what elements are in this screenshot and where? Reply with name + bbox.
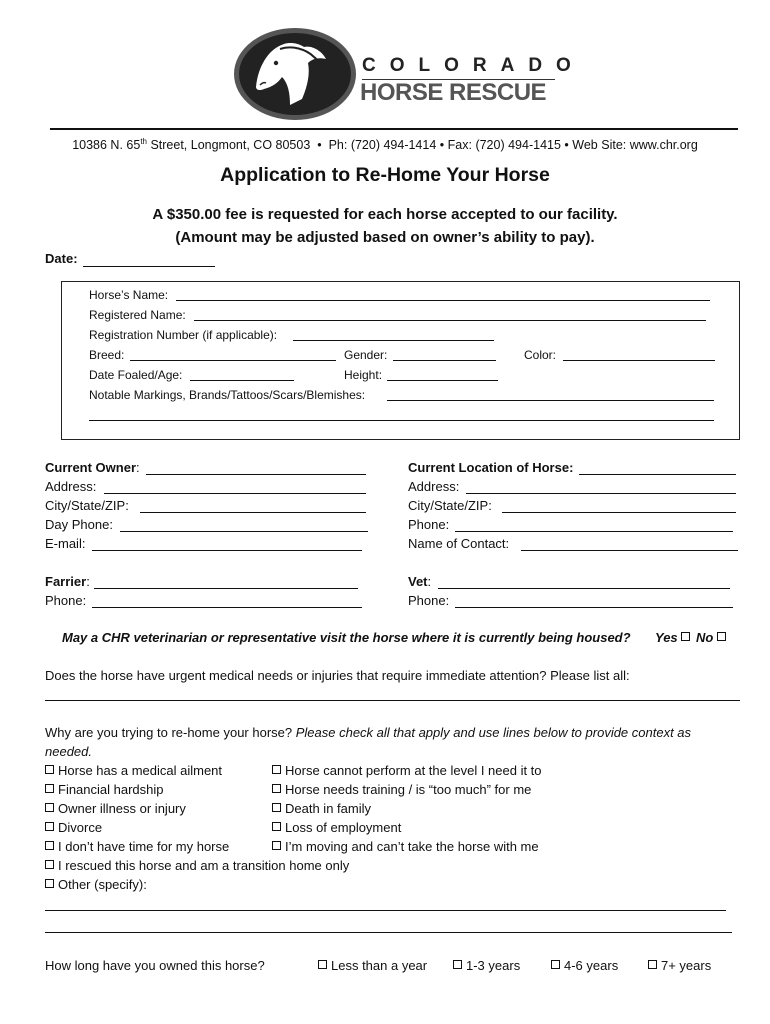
checkbox-icon[interactable] bbox=[272, 822, 281, 831]
owned-4-6-years[interactable] bbox=[551, 958, 618, 973]
vet-phone-label: Phone: bbox=[408, 593, 450, 608]
visit-question: May a CHR veterinarian or representative visit the horse where it is currently being housed? bbox=[62, 630, 631, 645]
reason-owner-illness[interactable] bbox=[45, 801, 186, 816]
reason-financial[interactable] bbox=[45, 782, 164, 797]
checkbox-icon[interactable] bbox=[272, 784, 281, 793]
reason-label: Horse cannot perform at the level I need it to bbox=[285, 763, 542, 778]
reason-other[interactable] bbox=[45, 877, 147, 892]
location-phone-label: Phone: bbox=[408, 517, 450, 532]
checkbox-icon[interactable] bbox=[272, 803, 281, 812]
checkbox-icon[interactable] bbox=[45, 860, 54, 869]
owned-option-label: 4-6 years bbox=[564, 958, 619, 973]
visit-yes-option[interactable] bbox=[655, 630, 694, 645]
reason-label: Owner illness or injury bbox=[58, 801, 186, 816]
checkbox-icon[interactable] bbox=[681, 632, 690, 641]
bullet-icon: • bbox=[313, 138, 326, 153]
address-text: 10386 N. 65 bbox=[72, 138, 141, 153]
location-phone-field[interactable] bbox=[455, 531, 733, 532]
reason-label: Death in family bbox=[285, 801, 371, 816]
reason-transition-home[interactable] bbox=[45, 858, 349, 873]
rehome-question: Why are you trying to re-home your horse? bbox=[45, 725, 293, 740]
checkbox-icon[interactable] bbox=[45, 803, 54, 812]
brand-name-bottom: HORSE RESCUE bbox=[360, 79, 547, 106]
registration-number-field[interactable] bbox=[293, 340, 494, 341]
checkbox-icon[interactable] bbox=[45, 841, 54, 850]
owner-email-label: E-mail: bbox=[45, 536, 86, 551]
owner-day-phone-label: Day Phone: bbox=[45, 517, 113, 532]
reason-label: Loss of employment bbox=[285, 820, 402, 835]
owned-1-3-years[interactable] bbox=[453, 958, 520, 973]
fax-text: Fax: (720) 494-1415 bbox=[447, 138, 561, 153]
owned-option-label: Less than a year bbox=[331, 958, 428, 973]
date-label-text: Date bbox=[45, 251, 74, 266]
location-city-field[interactable] bbox=[502, 512, 736, 513]
owned-option-label: 7+ years bbox=[661, 958, 712, 973]
reason-medical[interactable] bbox=[45, 763, 222, 778]
reason-needs-training[interactable] bbox=[272, 782, 531, 797]
registration-number-label: Registration Number (if applicable): bbox=[89, 328, 278, 342]
reason-loss-of-employment[interactable] bbox=[272, 820, 401, 835]
farrier-phone-field[interactable] bbox=[92, 607, 362, 608]
checkbox-icon[interactable] bbox=[45, 879, 54, 888]
reason-label: Other (specify): bbox=[58, 877, 147, 892]
reason-no-time[interactable] bbox=[45, 839, 229, 854]
location-city-label: City/State/ZIP: bbox=[408, 498, 492, 513]
vet-label: Vet: bbox=[408, 574, 432, 589]
fee-line-2: (Amount may be adjusted based on owner’s ability to pay). bbox=[175, 229, 595, 246]
registered-name-field[interactable] bbox=[194, 320, 706, 321]
owner-city-field[interactable] bbox=[140, 512, 366, 513]
fee-line-1: A $350.00 fee is requested for each horse accepted to our facility. bbox=[152, 206, 618, 223]
reason-label: Divorce bbox=[58, 820, 103, 835]
reason-label: Financial hardship bbox=[58, 782, 164, 797]
location-contact-label: Name of Contact: bbox=[408, 536, 510, 551]
height-field[interactable] bbox=[387, 380, 498, 381]
owner-address-label: Address: bbox=[45, 479, 97, 494]
reason-context-line-1[interactable] bbox=[45, 910, 726, 911]
visit-yes-label: Yes bbox=[655, 630, 678, 645]
markings-label: Notable Markings, Brands/Tattoos/Scars/Blemishes: bbox=[89, 388, 366, 402]
farrier-phone-label: Phone: bbox=[45, 593, 87, 608]
page-title: Application to Re-Home Your Horse bbox=[220, 164, 550, 186]
owned-option-label: 1-3 years bbox=[466, 958, 521, 973]
phone-text: Ph: (720) 494-1414 bbox=[328, 138, 437, 153]
reason-context-line-2[interactable] bbox=[45, 932, 732, 933]
current-owner-label: Current Owner: bbox=[45, 460, 140, 475]
checkbox-icon[interactable] bbox=[272, 765, 281, 774]
horse-head-logo-icon bbox=[232, 27, 362, 123]
color-field[interactable] bbox=[563, 360, 715, 361]
owned-7-plus-years[interactable] bbox=[648, 958, 711, 973]
owned-less-than-year[interactable] bbox=[318, 958, 427, 973]
checkbox-icon[interactable] bbox=[45, 822, 54, 831]
checkbox-icon[interactable] bbox=[318, 960, 327, 969]
website-text: Web Site: www.chr.org bbox=[572, 138, 698, 153]
location-address-label: Address: bbox=[408, 479, 460, 494]
checkbox-icon[interactable] bbox=[272, 841, 281, 850]
address-sup: th bbox=[140, 137, 147, 146]
markings-field-line-2[interactable] bbox=[89, 420, 714, 421]
bullet-icon: • bbox=[439, 138, 445, 153]
rehome-instructions: Please check all that apply and use lines below to provide context as bbox=[295, 725, 692, 740]
breed-field[interactable] bbox=[130, 360, 336, 361]
contact-line bbox=[0, 137, 770, 152]
rehome-instructions-2: needed. bbox=[45, 744, 92, 759]
checkbox-icon[interactable] bbox=[717, 632, 726, 641]
markings-field[interactable] bbox=[387, 400, 714, 401]
breed-label: Breed: bbox=[89, 348, 125, 362]
color-label: Color: bbox=[524, 348, 557, 362]
current-location-field[interactable] bbox=[579, 474, 736, 475]
current-owner-field[interactable] bbox=[146, 474, 366, 475]
reason-label: I’m moving and can’t take the horse with me bbox=[285, 839, 539, 854]
reason-cannot-perform[interactable] bbox=[272, 763, 542, 778]
vet-phone-field[interactable] bbox=[455, 607, 733, 608]
date-foaled-label: Date Foaled/Age: bbox=[89, 368, 183, 382]
medical-answer-field[interactable] bbox=[45, 700, 740, 701]
gender-field[interactable] bbox=[393, 360, 496, 361]
checkbox-icon[interactable] bbox=[45, 784, 54, 793]
bullet-icon: • bbox=[564, 138, 569, 153]
owned-question: How long have you owned this horse? bbox=[45, 958, 265, 973]
visit-no-option[interactable] bbox=[696, 630, 730, 645]
reason-divorce[interactable] bbox=[45, 820, 102, 835]
reason-label: I don’t have time for my horse bbox=[58, 839, 230, 854]
brand-name-top: COLORADO bbox=[362, 55, 585, 76]
vet-text: Vet bbox=[408, 574, 428, 589]
horse-name-field[interactable] bbox=[176, 300, 710, 301]
current-owner-text: Current Owner bbox=[45, 460, 137, 475]
visit-no-label: No bbox=[696, 630, 714, 645]
checkbox-icon[interactable] bbox=[453, 960, 462, 969]
checkbox-icon[interactable] bbox=[551, 960, 560, 969]
address-rest: Street, Longmont, CO 80503 bbox=[146, 138, 311, 153]
checkbox-icon[interactable] bbox=[648, 960, 657, 969]
height-label: Height: bbox=[344, 368, 383, 382]
current-location-label: Current Location of Horse: bbox=[408, 460, 574, 475]
registered-name-label: Registered Name: bbox=[89, 308, 186, 322]
location-address-field[interactable] bbox=[466, 493, 736, 494]
farrier-label: Farrier: bbox=[45, 574, 90, 589]
owner-city-label: City/State/ZIP: bbox=[45, 498, 129, 513]
owner-address-field[interactable] bbox=[104, 493, 366, 494]
date-field[interactable] bbox=[83, 266, 215, 267]
farrier-field[interactable] bbox=[94, 588, 358, 589]
vet-field[interactable] bbox=[438, 588, 730, 589]
medical-question: Does the horse have urgent medical needs or injuries that require immediate attention? Please list all: bbox=[45, 668, 630, 683]
reason-label: I rescued this horse and am a transition home only bbox=[58, 858, 350, 873]
reason-label: Horse has a medical ailment bbox=[58, 763, 223, 778]
gender-label: Gender: bbox=[344, 348, 388, 362]
owner-email-field[interactable] bbox=[92, 550, 362, 551]
date-foaled-field[interactable] bbox=[190, 380, 294, 381]
date-label: Date: bbox=[45, 251, 78, 266]
owner-day-phone-field[interactable] bbox=[120, 531, 368, 532]
rehome-question-line bbox=[45, 725, 691, 740]
farrier-text: Farrier bbox=[45, 574, 87, 589]
reason-label: Horse needs training / is “too much” for me bbox=[285, 782, 532, 797]
header-rule bbox=[50, 128, 738, 130]
reason-moving[interactable] bbox=[272, 839, 539, 854]
reason-death-in-family[interactable] bbox=[272, 801, 371, 816]
horse-name-label: Horse’s Name: bbox=[89, 288, 169, 302]
checkbox-icon[interactable] bbox=[45, 765, 54, 774]
location-contact-field[interactable] bbox=[521, 550, 738, 551]
